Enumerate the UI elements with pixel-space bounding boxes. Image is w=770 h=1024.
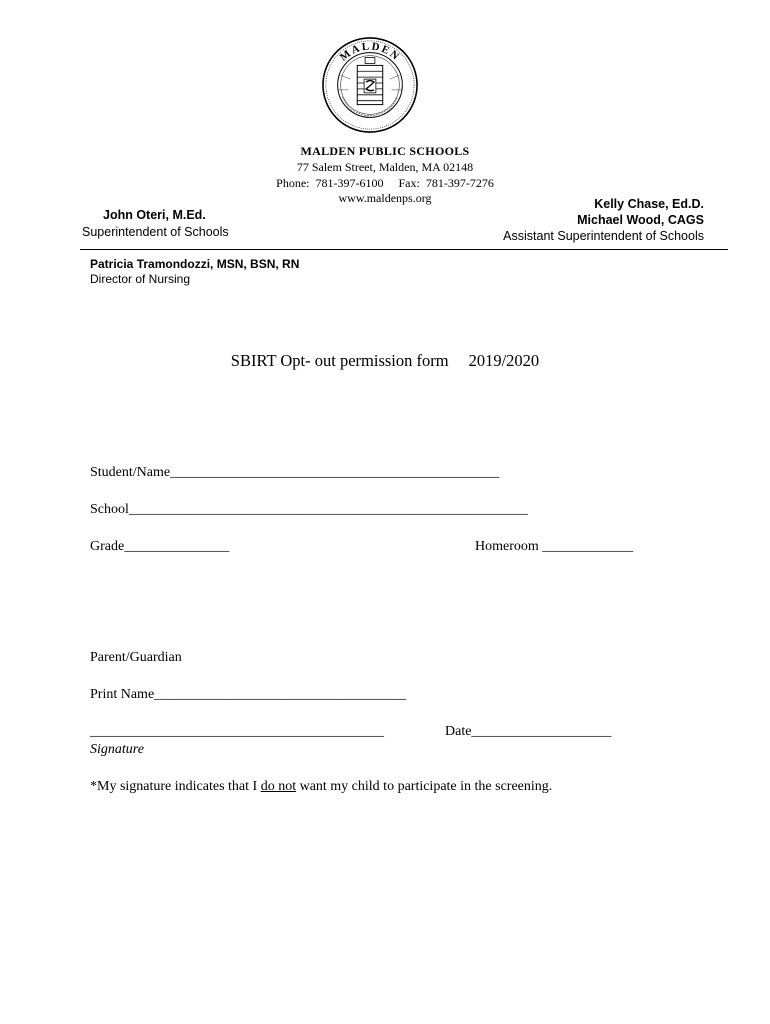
school-field[interactable]: School_________________________________________________________: [90, 502, 528, 517]
header-divider: [80, 249, 728, 250]
parent-guardian-label: Parent/Guardian: [90, 650, 182, 665]
district-name: MALDEN PUBLIC SCHOOLS: [300, 144, 470, 158]
form-year: 2019/2020: [468, 351, 540, 370]
note-emphasis: do not: [260, 779, 297, 794]
homeroom-field[interactable]: Homeroom _____________: [475, 539, 634, 554]
district-address: 77 Salem Street, Malden, MA 02148: [296, 160, 474, 174]
seal-lettering: MALDEN: [337, 40, 403, 64]
note-suffix: want my child to participate in the screening.: [296, 779, 553, 794]
date-field[interactable]: Date____________________: [445, 724, 612, 739]
form-title: [0, 351, 770, 371]
student-name-field[interactable]: Student/Name_______________________________________________: [90, 465, 500, 480]
assistant-superintendent-name-1: Kelly Chase, Ed.D.: [594, 197, 704, 211]
opt-out-note: [90, 779, 552, 795]
note-prefix: *My signature indicates that I: [90, 779, 261, 794]
signature-label: Signature: [90, 742, 144, 757]
assistant-superintendent-title: Assistant Superintendent of Schools: [503, 229, 704, 243]
director-of-nursing-title: Director of Nursing: [90, 272, 191, 286]
district-phone-fax: Phone: 781-397-6100 Fax: 781-397-7276: [276, 176, 494, 190]
superintendent-title: Superintendent of Schools: [82, 225, 229, 239]
grade-field[interactable]: Grade_______________: [90, 539, 230, 554]
malden-city-seal: [321, 36, 419, 134]
superintendent-name: John Oteri, M.Ed.: [103, 208, 206, 222]
print-name-field[interactable]: Print Name____________________________________: [90, 687, 407, 702]
assistant-superintendent-name-2: Michael Wood, CAGS: [577, 213, 704, 227]
form-title-text: SBIRT Opt- out permission form: [230, 351, 449, 370]
director-of-nursing-name: Patricia Tramondozzi, MSN, BSN, RN: [90, 257, 300, 271]
district-website: www.maldenps.org: [338, 191, 432, 205]
signature-line[interactable]: __________________________________________: [90, 724, 384, 739]
